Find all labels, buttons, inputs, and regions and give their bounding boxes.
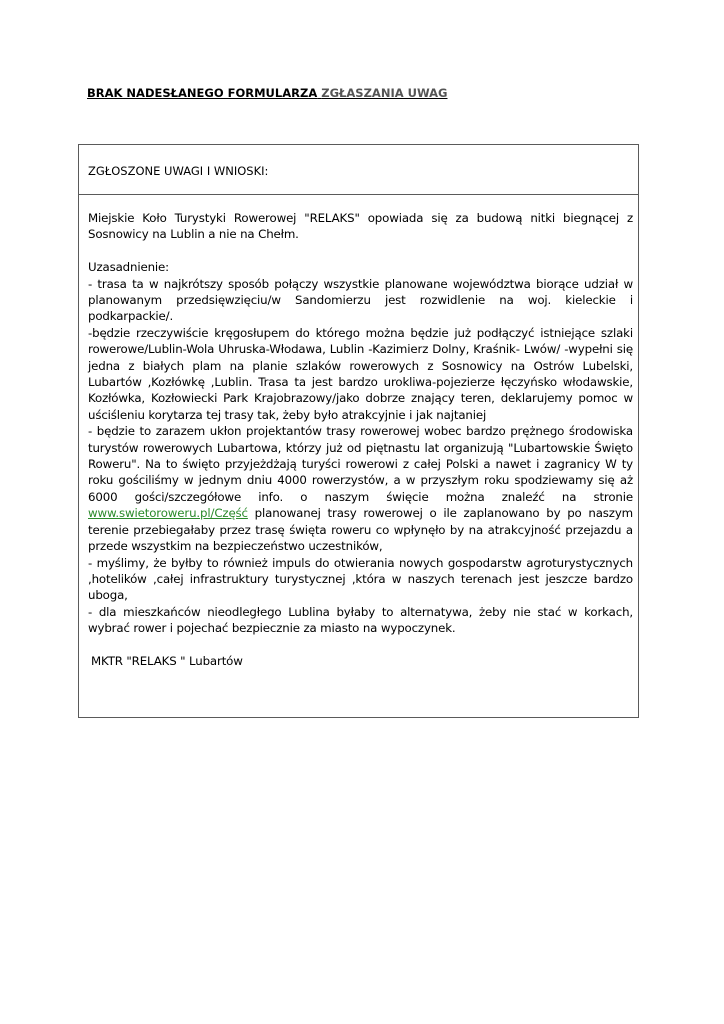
- intro-paragraph: Miejskie Koło Turystyki Rowerowej "RELAKS" opowiada się za budową nitki biegnącej z Sosnowicy na Lublin a nie na Chełm.: [88, 211, 633, 242]
- form-label: ZGŁOSZONE UWAGI I WNIOSKI:: [88, 164, 269, 178]
- form-box: [78, 144, 639, 718]
- heading-part-1: BRAK NADESŁANEGO FORMULARZA: [87, 86, 318, 100]
- heading-part-2: ZGŁASZANIA UWAG: [321, 86, 448, 100]
- page-heading: [87, 86, 448, 100]
- point-3: [88, 423, 633, 554]
- justification-label: Uzasadnienie:: [88, 260, 169, 275]
- festival-link[interactable]: www.swietoroweru.pl/Część: [88, 506, 248, 521]
- point-4: - myślimy, że byłby to również impuls do otwierania nowych gospodarstw agroturystycznych ,hotelików ,całej infrastruktury turystycznej ,która w naszych terenach jest jeszcze bardzo uboga,: [88, 555, 633, 603]
- point-3-text-after: planowanej trasy rowerowej o ile zaplanowano by po naszym terenie przebiegałaby przez trasę święta roweru co wpłynęło by na atrakcyjność przejazdu a przede wszystkim na bezpieczeństwo uczestników,: [88, 506, 633, 554]
- signature: MKTR "RELAKS " Lubartów: [91, 653, 243, 668]
- point-3-text-before: - będzie to zarazem ukłon projektantów trasy rowerowej wobec bardzo prężnego środowiska turystów rowerowych Lubartowa, którzy już od piętnastu lat organizują "Lubartowskie Święto Roweru". Na to święto przyjeżdżają turyści rowerowi z całej Polski a nawet i zagranicy W ty roku gościliśmy w jednym dniu 4000 rowerzystów, a w przyszłym roku spodziewamy się aż 6000 gości/szczegółowe info. o naszym święcie można znaleźć na stronie: [88, 424, 633, 504]
- point-5: - dla mieszkańców nieodległego Lublina byłaby to alternatywa, żeby nie stać w korkach, wybrać rower i pojechać bezpiecznie za miasto na wypoczynek.: [88, 604, 633, 636]
- point-2: -będzie rzeczywiście kręgosłupem do którego można będzie już podłączyć istniejące szlaki rowerowe/Lublin-Wola Uhruska-Włodawa, Lublin -Kazimierz Dolny, Kraśnik- Lwów/ -wypełni się jedna z białych plam na planie szlaków rowerowych z Sosnowicy na Ostrów Lubelski, Lubartów ,Kozłówkę ,Lublin. Trasa ta jest bardzo urokliwa-pojezierze łęczyńsko włodawskie, Kozłówka, Kozłowiecki Park Krajobrazowy/jako dobrze znający teren, deklarujemy pomoc w uściśleniu korytarza tej trasy tak, żeby było atrakcyjnie i jak najtaniej: [88, 325, 633, 422]
- form-box-header: [79, 145, 638, 195]
- form-content: [88, 210, 633, 669]
- point-1: - trasa ta w najkrótszy sposób połączy wszystkie planowane województwa biorące udział w planowanym przedsięwzięciu/w Sandomierzu jest rozwidlenie na woj. kieleckie i podkarpackie/.: [88, 276, 633, 324]
